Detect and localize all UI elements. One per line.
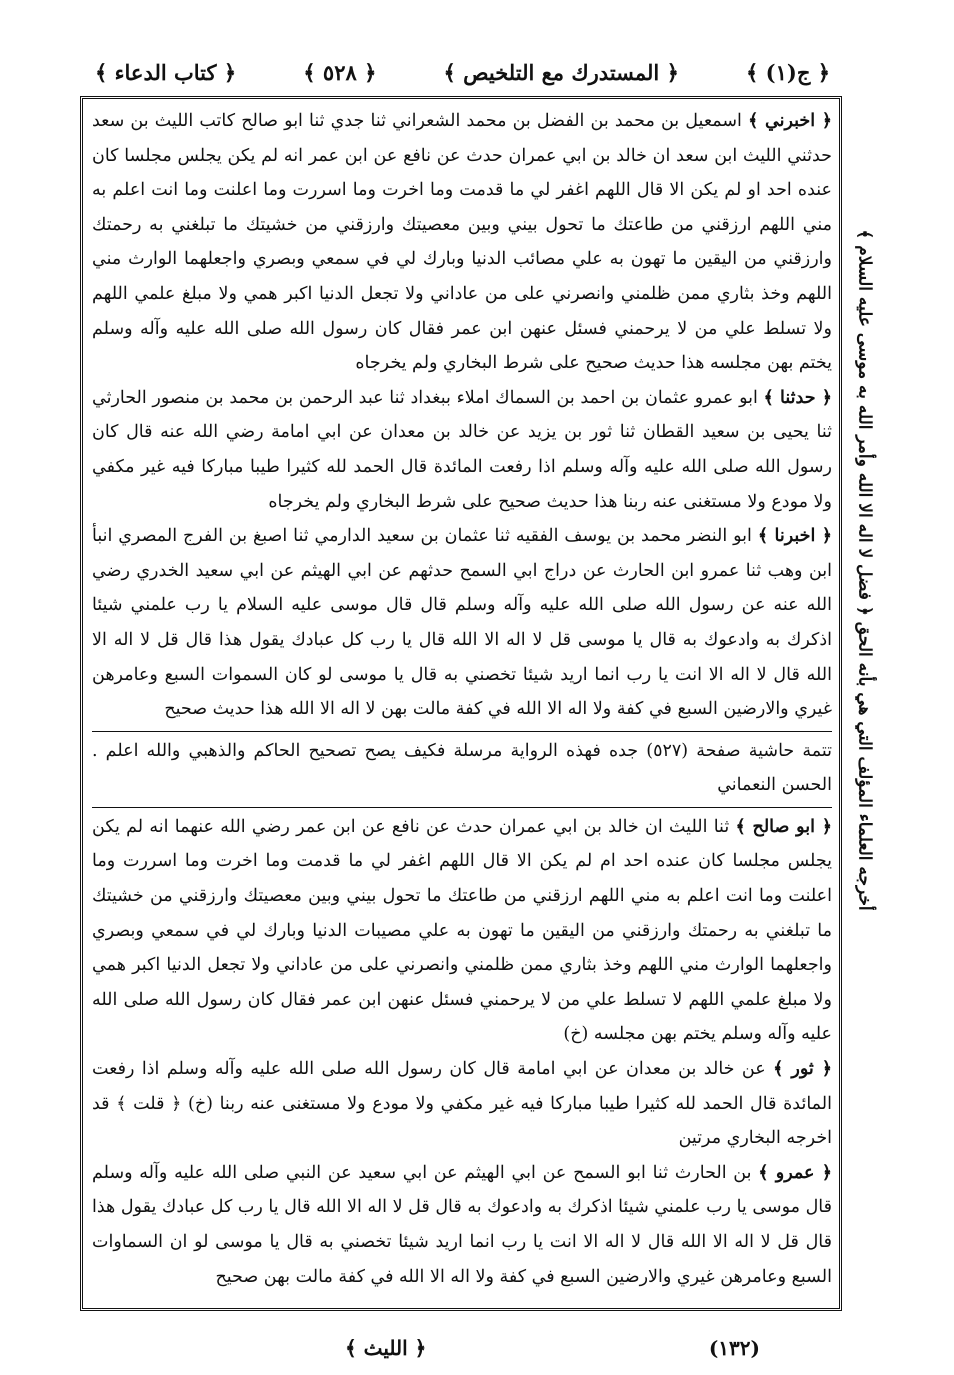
paragraph-lead: ﴿ ثور ﴾ (773, 1059, 832, 1080)
hadith-paragraph (92, 519, 832, 727)
paragraph-text: ابو عمرو عثمان بن احمد بن السماك املاء ببغداد ثنا عبد الرحمن بن محمد بن منصور الحارثي ثنا يحيى بن سعيد القطان ثنا ثور بن يزيد عن خالد بن معدان عن ابي امامة رضي الله عنه قال كان رسول الله صلى الله عليه وآله وسلم اذا رفعت المائدة قال الحمد لله كثيرا طيبا مباركا فيه غير مكفي ولا مودع ولا مستغنى عنه ربنا هذا حديث صحيح على شرط البخاري ولم يخرجاه (92, 387, 832, 512)
page-footer (95, 1330, 830, 1366)
paragraph-lead: ﴿ اخبرنا ﴾ (757, 526, 832, 547)
paragraph-text: بن الحارث ثنا ابو السمح عن ابي الهيثم عن ابي سعيد عن النبي صلى الله عليه وآله وسلم قال موسى يا رب علمني شيئا اذكرك به وادعوك به قال قل لا اله الا الله قال يا رب كل عبادك يقول هذا قال قل لا اله الا الله قال لا اله الا انت يا رب انما اريد شيئا تخصني به قال يا موسى لو ان السماوات السبع وعامرهن غيري والارضين السبع في كفة ولا اله الا الله في كفة مالت بهن صحيح (92, 1162, 832, 1287)
paragraph-text: اسمعيل بن محمد بن الفضل بن محمد الشعراني ثنا جدي ثنا ابو صالح كاتب الليث بن سعد حدثني الليث ابن سعد ان خالد بن ابي عمران حدث عن نافع عن ابن عمر انه لم يكن يجلس مجلسا كان عنده احد او لم يكن الا قال اللهم اغفر لي ما قدمت وما اخرت وما اسررت وما اعلنت وما انت اعلم به مني اللهم ارزقني من طاعتك ما تحول بيني وبين معصيتك وارزقني من خشيتك ما تبلغني به رحمتك وارزقني من اليقين ما تهون به علي مصائب الدنيا وبارك لي في سمعي وبصري واجعلهما الوارث مني اللهم وخذ بثاري ممن ظلمني وانصرني على من عاداني ولا تجعل الدنيا اكبر همي ولا مبلغ علمي اللهم ولا تسلط علي من لا يرحمني فسئل عنهن ابن عمر فقال كان رسول الله صلى الله عليه وآله وسلم يختم بهن مجلسه هذا حديث صحيح على شرط البخاري ولم يخرجاه (92, 111, 832, 374)
talkhis-paragraph (92, 810, 832, 1052)
paragraph-text: ثنا الليث ان خالد بن ابي عمران حدث عن نافع عن ابن عمر رضي الله عنهما انه لم يكن يجلس مجلسا كان عنده احد ام لم يكن الا قال اللهم اغفر لي ما قدمت وما اخرت وما اسررت وما اعلنت وما انت اعلم به مني اللهم ارزقني من طاعتك ما تحول بيني وبين معصيتك وارزقني من خشيتك ما تبلغني به رحمتك وارزقني من اليقين ما تهون به علي مصيبات الدنيا وبارك لي في سمعي وبصري واجعلهما الوارث مني اللهم وخذ بثاري ممن ظلمني وانصرني على من عاداني ولا تجعل الدنيا اكبر همي ولا مبلغ علمي اللهم لا تسلط علي من لا يرحمني فسئل عنهن ابن عمر فقال كان رسول الله صلى الله عليه وآله وسلم يختم بهن مجلسه (خ) (92, 816, 832, 1045)
page-number: ﴿ ٥٢٨ ﴾ (303, 59, 377, 85)
book-title: ﴿ المستدرك مع التلخيص ﴾ (443, 59, 679, 85)
hadith-paragraph (92, 381, 832, 519)
margin-note-text: أخرجه العلماء المؤلف التي هي بأنه الحق ﴿ فضل لا اله الا الله وأمر الله به موسى عليه السلام ﴾ (854, 229, 875, 911)
paragraph-text: عن خالد بن معدان عن ابي امامة قال كان رسول الله صلى الله عليه وآله وسلم اذا رفعت المائدة قال الحمد لله كثيرا طيبا مباركا فيه غير مكفي ولا مودع ولا مستغنى عنه ربنا (خ) ﴿ قلت ﴾ قد اخرجه البخاري مرتين (92, 1059, 832, 1149)
margin-note (848, 100, 882, 1040)
page-header (95, 52, 830, 92)
talkhis-paragraph (92, 1156, 832, 1294)
main-text (92, 104, 832, 1304)
hadith-paragraph (92, 104, 832, 381)
footnote: تتمة حاشية صفحة (٥٢٧) جده فهذه الرواية مرسلة فكيف يصح تصحيح الحاكم والذهبي والله اعلم . الحسن النعماني (92, 740, 832, 796)
printed-page-number: (١٣٢) (708, 1336, 760, 1360)
talkhis-paragraph (92, 1052, 832, 1156)
paragraph-text: ابو النضر محمد بن يوسف الفقيه ثنا عثمان بن سعيد الدارمي ثنا اصبغ بن الفرج المصري انبأ ابن وهب ثنا عمرو ابن الحارث عن دراج ابي السمح حدثهم عن ابي الهيثم عن ابي سعيد الخدري رضي الله عنه عن رسول الله صلى الله عليه وآله وسلم قال قال موسى عليه السلام يا رب علمني شيئا اذكرك به وادعوك به قال يا موسى قل لا اله الا الله قال يا رب كل عبادك يقول هذا قال قل لا اله الا الله قال لا اله الا انت يا رب انما اريد شيئا تخصني به قال يا موسى لو كان السموات السبع وعامرهن غيري والارضين السبع في كفة ولا اله الا الله في كفة مالت بهن لا اله الا الله هذا حديث صحيح (92, 526, 832, 720)
chapter-title: ﴿ كتاب الدعاء ﴾ (95, 59, 237, 85)
paragraph-lead: ﴿ اخبرني ﴾ (748, 111, 832, 131)
divider (92, 731, 832, 732)
paragraph-lead: ﴿ حدثنا ﴾ (763, 387, 832, 408)
volume-label: ﴿ ج(١) ﴾ (746, 59, 830, 85)
paragraph-lead: ﴿ عمرو ﴾ (758, 1162, 832, 1183)
divider (92, 807, 832, 808)
paragraph-lead: ﴿ ابو صالح ﴾ (735, 816, 832, 837)
catchword: ﴿ الليث ﴾ (345, 1336, 427, 1360)
